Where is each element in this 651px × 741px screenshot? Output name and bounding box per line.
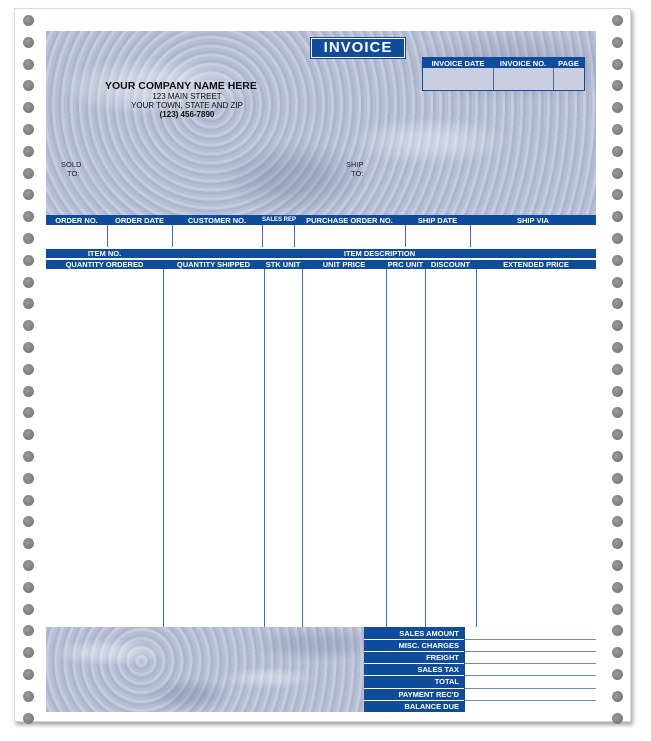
tractor-hole bbox=[612, 102, 623, 113]
tractor-hole bbox=[23, 189, 34, 200]
ship-to-label: TO: bbox=[351, 169, 364, 178]
tractor-hole bbox=[23, 538, 34, 549]
total-label: TOTAL bbox=[434, 677, 459, 687]
tractor-hole bbox=[23, 298, 34, 309]
tractor-hole bbox=[612, 713, 623, 724]
tractor-hole bbox=[612, 146, 623, 157]
left-tractor-strip bbox=[15, 9, 41, 721]
tractor-hole bbox=[612, 37, 623, 48]
page-header: PAGE bbox=[558, 59, 579, 68]
order-no-header: ORDER NO. bbox=[55, 216, 98, 225]
tractor-hole bbox=[612, 407, 623, 418]
tractor-hole bbox=[612, 124, 623, 135]
ship-date-header: SHIP DATE bbox=[417, 216, 458, 225]
item-no-header: ITEM NO. bbox=[87, 249, 122, 258]
invoice-info-box bbox=[422, 57, 585, 91]
tractor-hole bbox=[612, 386, 623, 397]
company-phone: (123) 456-7890 bbox=[159, 110, 215, 119]
tractor-hole bbox=[612, 604, 623, 615]
tractor-hole bbox=[612, 15, 623, 26]
total-label: BALANCE DUE bbox=[404, 701, 459, 711]
tractor-hole bbox=[23, 233, 34, 244]
tractor-hole bbox=[612, 80, 623, 91]
tractor-hole bbox=[612, 59, 623, 70]
tractor-hole bbox=[23, 407, 34, 418]
total-label: SALES TAX bbox=[417, 665, 459, 675]
total-label: FREIGHT bbox=[426, 653, 459, 663]
sold-label: SOLD bbox=[61, 160, 82, 169]
tractor-hole bbox=[23, 647, 34, 658]
total-value-field[interactable] bbox=[465, 701, 596, 712]
stk-unit-header: STK UNIT bbox=[265, 260, 301, 269]
qty-ordered-header: QUANTITY ORDERED bbox=[65, 260, 144, 269]
tractor-hole bbox=[23, 516, 34, 527]
total-value-field[interactable] bbox=[465, 689, 596, 700]
tractor-hole bbox=[612, 516, 623, 527]
tractor-hole bbox=[23, 320, 34, 331]
right-tractor-strip bbox=[604, 9, 630, 721]
invoice-no-header: INVOICE NO. bbox=[499, 59, 547, 68]
sales-rep-header: SALES REP bbox=[262, 217, 297, 223]
tractor-hole bbox=[23, 386, 34, 397]
company-name: YOUR COMPANY NAME HERE bbox=[105, 80, 257, 92]
item-description-header: ITEM DESCRIPTION bbox=[343, 249, 416, 258]
tractor-hole bbox=[23, 495, 34, 506]
tractor-hole bbox=[23, 669, 34, 680]
tractor-hole bbox=[23, 146, 34, 157]
customer-no-header: CUSTOMER NO. bbox=[187, 216, 247, 225]
discount-header: DISCOUNT bbox=[430, 260, 471, 269]
tractor-hole bbox=[23, 342, 34, 353]
tractor-hole bbox=[612, 582, 623, 593]
tractor-hole bbox=[23, 625, 34, 636]
total-value-field[interactable] bbox=[465, 664, 596, 675]
tractor-hole bbox=[612, 189, 623, 200]
total-label: PAYMENT REC'D bbox=[398, 689, 459, 699]
tractor-hole bbox=[23, 473, 34, 484]
total-value-field[interactable] bbox=[465, 676, 596, 687]
tractor-hole bbox=[23, 80, 34, 91]
tractor-hole bbox=[612, 320, 623, 331]
tractor-hole bbox=[612, 495, 623, 506]
tractor-hole bbox=[23, 15, 34, 26]
tractor-hole bbox=[612, 538, 623, 549]
order-date-header: ORDER DATE bbox=[114, 216, 165, 225]
total-value-field[interactable] bbox=[465, 640, 596, 651]
tractor-hole bbox=[23, 691, 34, 702]
tractor-hole bbox=[23, 168, 34, 179]
tractor-hole bbox=[612, 669, 623, 680]
tractor-hole bbox=[23, 560, 34, 571]
tractor-hole bbox=[23, 59, 34, 70]
tractor-hole bbox=[23, 102, 34, 113]
tractor-hole bbox=[612, 255, 623, 266]
tractor-hole bbox=[612, 168, 623, 179]
total-value-field[interactable] bbox=[465, 628, 596, 639]
tractor-hole bbox=[23, 211, 34, 222]
unit-price-header: UNIT PRICE bbox=[322, 260, 366, 269]
tractor-hole bbox=[23, 451, 34, 462]
purchase-order-header: PURCHASE ORDER NO. bbox=[306, 216, 393, 225]
tractor-hole bbox=[23, 124, 34, 135]
tractor-hole bbox=[23, 713, 34, 724]
footer-background bbox=[46, 627, 364, 712]
tractor-hole bbox=[23, 277, 34, 288]
tractor-hole bbox=[612, 364, 623, 375]
total-value-field[interactable] bbox=[465, 652, 596, 663]
qty-shipped-header: QUANTITY SHIPPED bbox=[176, 260, 251, 269]
tractor-hole bbox=[612, 342, 623, 353]
tractor-hole bbox=[23, 255, 34, 266]
total-label: SALES AMOUNT bbox=[399, 629, 459, 638]
total-label: MISC. CHARGES bbox=[398, 641, 459, 651]
tractor-hole bbox=[612, 277, 623, 288]
line-items-body bbox=[46, 269, 596, 627]
order-row bbox=[46, 225, 596, 247]
tractor-hole bbox=[612, 560, 623, 571]
tractor-hole bbox=[612, 473, 623, 484]
invoice-title: INVOICE bbox=[311, 38, 405, 58]
tractor-hole bbox=[23, 604, 34, 615]
ship-via-header: SHIP VIA bbox=[517, 216, 549, 225]
ship-label: SHIP bbox=[346, 160, 364, 169]
tractor-hole bbox=[23, 582, 34, 593]
tractor-hole bbox=[612, 429, 623, 440]
company-address1: 123 MAIN STREET bbox=[152, 92, 222, 101]
tractor-hole bbox=[23, 429, 34, 440]
tractor-hole bbox=[23, 364, 34, 375]
invoice-date-header: INVOICE DATE bbox=[431, 59, 485, 68]
tractor-hole bbox=[612, 233, 623, 244]
sold-to-label: TO: bbox=[67, 169, 80, 178]
tractor-hole bbox=[612, 625, 623, 636]
extended-price-header: EXTENDED PRICE bbox=[503, 260, 569, 269]
tractor-hole bbox=[612, 298, 623, 309]
tractor-hole bbox=[612, 211, 623, 222]
tractor-hole bbox=[612, 691, 623, 702]
tractor-hole bbox=[612, 647, 623, 658]
company-address2: YOUR TOWN, STATE AND ZIP bbox=[131, 101, 243, 110]
prc-unit-header: PRC UNIT bbox=[387, 260, 424, 269]
tractor-hole bbox=[612, 451, 623, 462]
invoice-form bbox=[14, 8, 631, 722]
tractor-hole bbox=[23, 37, 34, 48]
